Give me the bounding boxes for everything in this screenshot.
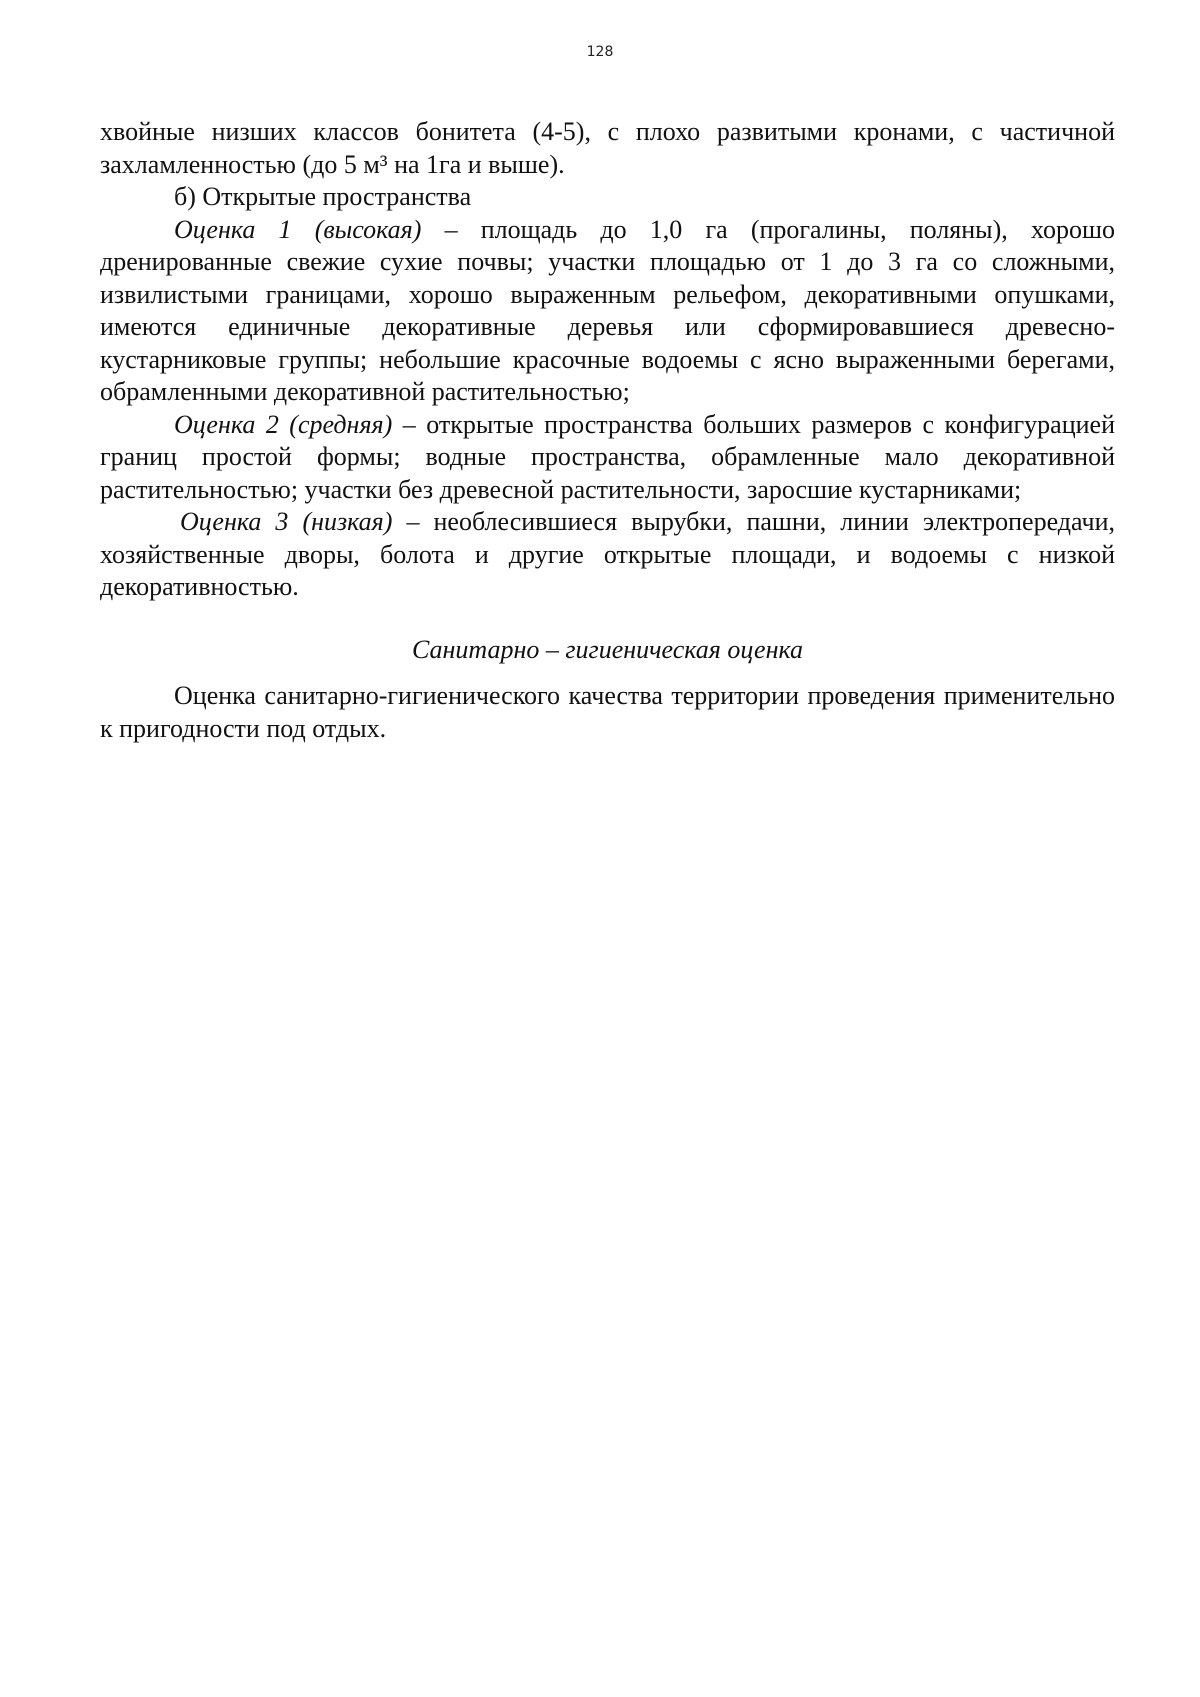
rating-3-text: – необлесившиеся вырубки, пашни, линии электропередачи, хозяйственные дворы, болота и другие открытые площади, и водоемы с низкой декоративностью. [100,507,1116,601]
rating-1-label: Оценка 1 (высокая) [174,214,422,244]
page-number: 128 [586,44,614,60]
paragraph-rating-3 [100,506,1115,604]
rating-3-label: Оценка 3 (низкая) [180,507,393,536]
page-content [100,116,1115,745]
rating-2-label: Оценка 2 (средняя) [174,409,393,439]
paragraph-rating-1 [100,214,1115,409]
section-paragraph: Оценка санитарно-гигиенического качества территории проведения применительно к пригодности под отдых. [100,681,1115,743]
section-title: Санитарно – гигиеническая оценка [412,634,803,664]
paragraph-rating-2 [100,409,1115,507]
rating-1-text: – площадь до 1,0 га (прогалины, поляны), хорошо дренированные свежие сухие почвы; участки площадью от 1 до 3 га со сложными, извилистыми границами, хорошо выраженным рельефом, декоративными опушками, имеются единичные декоративные деревья или сформировавшиеся древесно-кустарниковые группы; небольшие красочные водоемы с ясно выраженными берегами, обрамленными декоративной растительностью; [100,214,1115,406]
paragraph-continuation: хвойные низших классов бонитета (4-5), с плохо развитыми кронами, с частичной захламленностью (до 5 м³ на 1га и выше). [100,117,1115,179]
rating-2-text: – открытые пространства больших размеров с конфигурацией границ простой формы; водные пространства, обрамленные мало декоративной растительностью; участки без древесной растительности, заросшие кустарниками; [100,409,1115,504]
paragraph-open-spaces-heading: б) Открытые пространства [174,182,472,211]
